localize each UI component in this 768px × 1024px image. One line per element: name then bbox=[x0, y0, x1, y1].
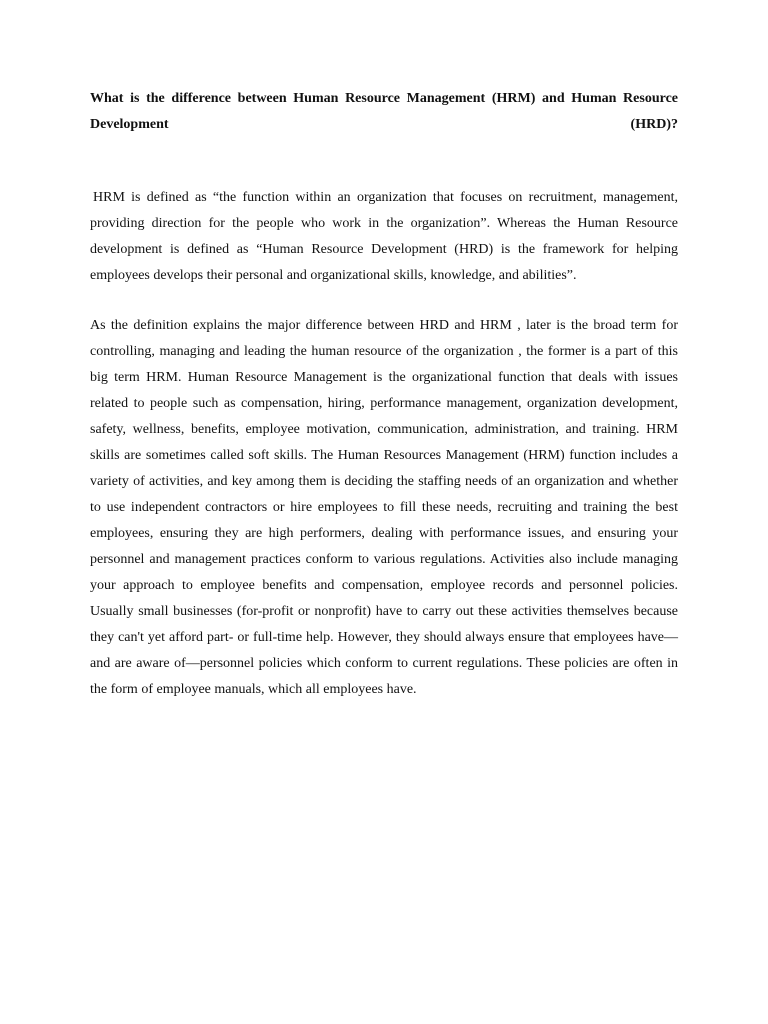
paragraph-hrm-definition: HRM is defined as “the function within an organization that focuses on recruitment, management, providing direction for the people who work in the organization”. Whereas the Human Resource development is defined as “Human Resource Development (HRD) is the framework for helping employees develops their personal and organizational skills, knowledge, and abilities”. bbox=[90, 190, 678, 283]
document-page bbox=[90, 86, 678, 703]
document-title: What is the difference between Human Resource Management (HRM) and Human Resource Development (HRD)? bbox=[90, 91, 678, 132]
paragraph-hrm-vs-hrd: As the definition explains the major difference between HRD and HRM , later is the broad term for controlling, managing and leading the human resource of the organization , the former is a part of this big term HRM. Human Resource Management is the organizational function that deals with issues related to people such as compensation, hiring, performance management, organization development, safety, wellness, benefits, employee motivation, communication, administration, and training. HRM skills are sometimes called soft skills. The Human Resources Management (HRM) function includes a variety of activities, and key among them is deciding the staffing needs of an organization and whether to use independent contractors or hire employees to fill these needs, recruiting and training the best employees, ensuring they are high performers, dealing with performance issues, and ensuring your personnel and management practices conform to various regulations. Activities also include managing your approach to employee benefits and compensation, employee records and personnel policies. Usually small businesses (for-profit or nonprofit) have to carry out these activities themselves because they can't yet afford part- or full-time help. However, they should always ensure that employees have—and are aware of—personnel policies which conform to current regulations. These policies are often in the form of employee manuals, which all employees have. bbox=[90, 318, 678, 697]
